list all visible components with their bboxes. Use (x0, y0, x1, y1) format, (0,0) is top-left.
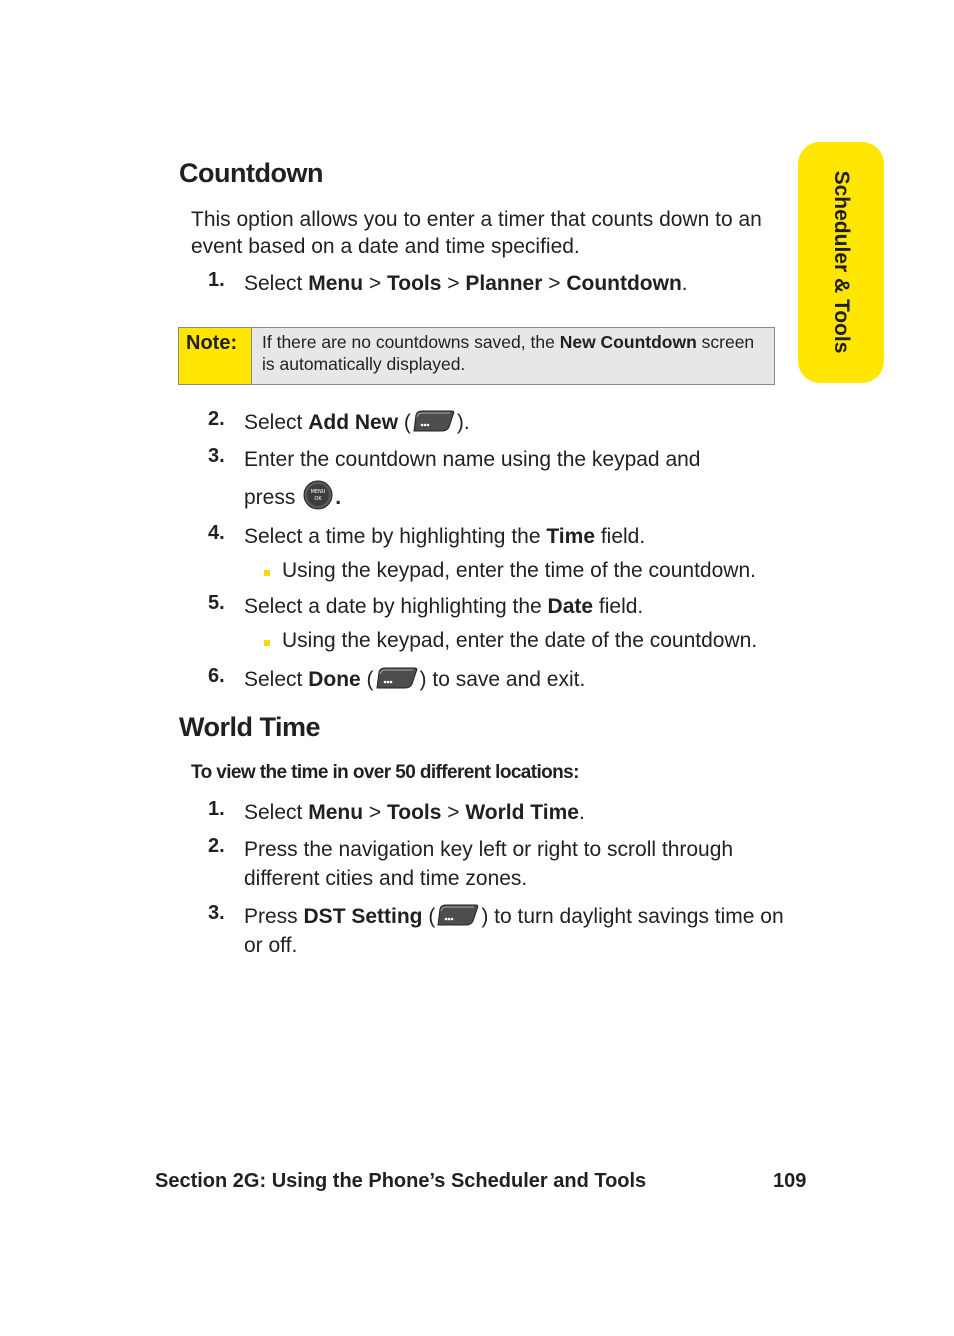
note-box (178, 327, 775, 385)
countdown-step-5-bullet: Using the keypad, enter the date of the countdown. (282, 629, 758, 652)
note-text: If there are no countdowns saved, the New Countdown screen is automatically displayed. (262, 332, 755, 374)
step-number: 2. (208, 408, 225, 430)
bullet-marker (264, 570, 270, 576)
step-number: 4. (208, 522, 225, 544)
side-tab-label: Scheduler & Tools (830, 170, 853, 354)
countdown-step-4: Select a time by highlighting the Time field. (244, 525, 646, 548)
step-number: 3. (208, 902, 225, 924)
step-number: 3. (208, 445, 225, 467)
menu-ok-key-icon (303, 480, 333, 510)
page-number: 109 (773, 1170, 807, 1192)
note-label: Note: (186, 332, 238, 354)
side-tab (798, 142, 884, 383)
world-time-step-1: Select Menu > Tools > World Time. (244, 801, 585, 824)
world-time-step-2: Press the navigation key left or right to scroll through different cities and time zones. (244, 838, 734, 890)
step-number: 1. (208, 798, 225, 820)
world-time-step-3: Press DST Setting ( ) to turn daylight savings time on or off. (244, 905, 784, 957)
countdown-step-1: Select Menu > Tools > Planner > Countdown. (244, 272, 688, 295)
countdown-step-6: Select Done ( ) to save and exit. (244, 668, 586, 691)
softkey-icon (412, 409, 456, 433)
step-number: 5. (208, 592, 225, 614)
countdown-step-2: Select Add New ( ). (244, 411, 470, 434)
step-number: 6. (208, 665, 225, 687)
note-label-box (179, 328, 252, 384)
softkey-icon (436, 903, 480, 927)
countdown-step-3-line2: press MENU OK . (244, 483, 789, 512)
countdown-step-3-line1: Enter the countdown name using the keypad and (244, 448, 701, 471)
countdown-step-4-bullet: Using the keypad, enter the time of the countdown. (282, 559, 756, 582)
bullet-marker (264, 640, 270, 646)
svg-text:OK: OK (314, 496, 322, 503)
countdown-step-5: Select a date by highlighting the Date field. (244, 595, 644, 618)
softkey-icon (375, 666, 419, 690)
world-time-heading: World Time (179, 712, 321, 742)
step-number: 1. (208, 269, 225, 291)
svg-text:MENU: MENU (310, 489, 326, 496)
countdown-intro: This option allows you to enter a timer that counts down to an event based on a date and time specified. (191, 208, 762, 258)
step-number: 2. (208, 835, 225, 857)
footer-section-title: Section 2G: Using the Phone’s Scheduler and Tools (155, 1170, 647, 1192)
world-time-subheading: To view the time in over 50 different locations: (191, 762, 579, 783)
countdown-heading: Countdown (179, 158, 323, 188)
